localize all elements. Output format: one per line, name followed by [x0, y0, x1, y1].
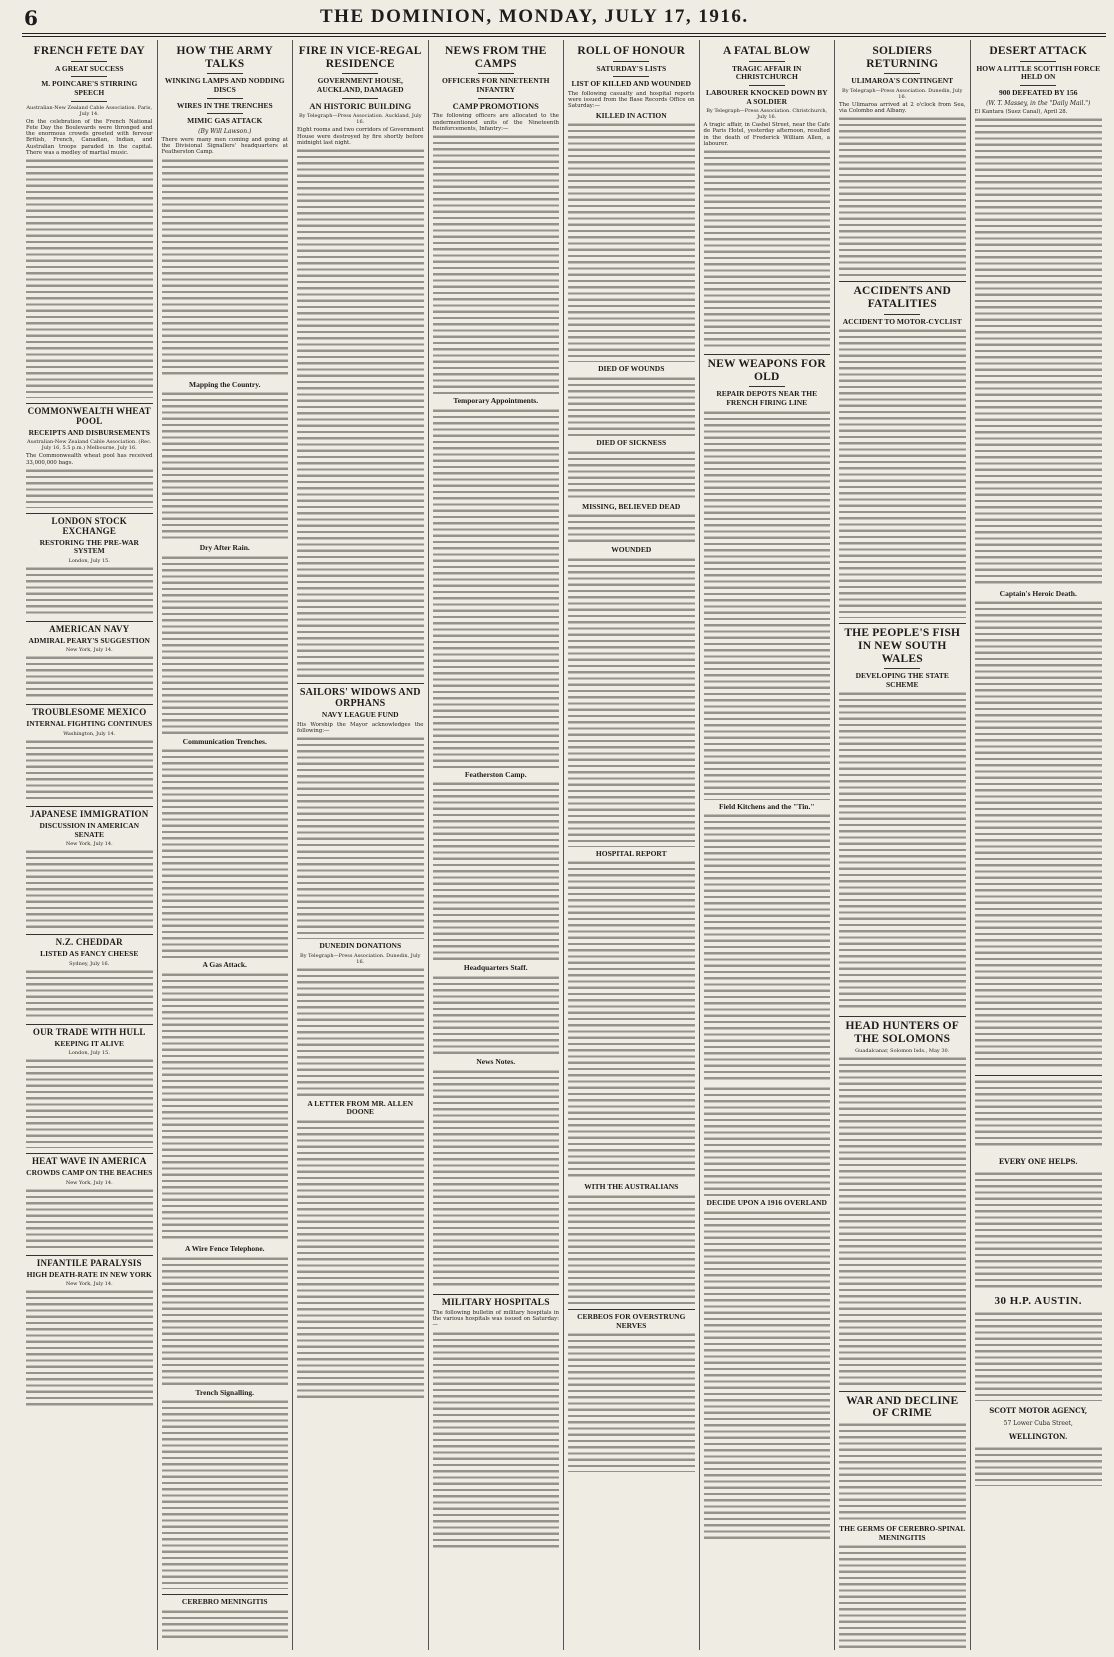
- headline: N.Z. CHEDDAR: [55, 937, 123, 948]
- column-5: [564, 40, 700, 1650]
- subheading: HIGH DEATH-RATE IN NEW YORK: [26, 1269, 152, 1279]
- headline: AMERICAN NAVY: [49, 623, 130, 634]
- subheading: THE GERMS OF CEREBRO-SPINAL MENINGITIS: [839, 1524, 966, 1542]
- subheading: OFFICERS FOR NINETEENTH INFANTRY: [441, 76, 550, 94]
- ad-text: [975, 1171, 1103, 1291]
- divider: [342, 73, 378, 74]
- divider: [26, 704, 153, 705]
- byline: (By Will Lawson.): [198, 127, 252, 135]
- ad-heading: EVERY ONE HELPS.: [998, 1157, 1078, 1167]
- divider: [162, 1594, 289, 1595]
- advertisement-text: [839, 1544, 966, 1650]
- headline: HEAT WAVE IN AMERICA: [31, 1156, 147, 1167]
- subheading: GOVERNMENT HOUSE, AUCKLAND, DAMAGED: [316, 76, 404, 94]
- article-text: [704, 149, 831, 349]
- advertisement-text: [568, 1332, 695, 1472]
- dateline: Australian-New Zealand Cable Association. (Rec. July 16, 5.5 p.m.) Melbourne, July 16.: [27, 439, 152, 452]
- subheading: A Gas Attack.: [202, 960, 247, 970]
- subheading: A LETTER FROM MR. ALLEN DOONE: [307, 1098, 414, 1117]
- article-text: [839, 116, 966, 276]
- dateline: New York, July 14.: [65, 647, 113, 654]
- subheading: WIRES IN THE TRENCHES: [176, 100, 273, 110]
- subheading: DEVELOPING THE STATE SCHEME: [855, 671, 949, 689]
- divider: [26, 513, 153, 514]
- divider: [342, 98, 378, 99]
- ad-product: 30 H.P. AUSTIN.: [994, 1295, 1082, 1308]
- subheading: RECEIPTS AND DISBURSEMENTS: [28, 427, 150, 437]
- dateline: By Telegraph—Press Association. Dunedin, July 16.: [842, 87, 963, 100]
- divider: [478, 98, 514, 99]
- article-text: [839, 1056, 966, 1386]
- divider: [207, 113, 243, 114]
- headline: WAR AND DECLINE OF CRIME: [846, 1394, 959, 1420]
- column-8: [971, 40, 1107, 1650]
- divider: [749, 85, 785, 86]
- newspaper-title: THE DOMINION, MONDAY, JULY 17, 1916.: [320, 6, 749, 27]
- subheading: RESTORING THE PRE-WAR SYSTEM: [39, 537, 139, 556]
- ad-text: [975, 1446, 1103, 1486]
- subheading: DIED OF SICKNESS: [596, 437, 667, 447]
- headline: FIRE IN VICE-REGAL RESIDENCE: [298, 45, 422, 70]
- subheading: LIST OF KILLED AND WOUNDED: [571, 79, 691, 89]
- article-text: [26, 969, 153, 1019]
- subheading: A Wire Fence Telephone.: [184, 1244, 265, 1254]
- divider: [26, 403, 153, 404]
- headline: SAILORS' WIDOWS AND ORPHANS: [299, 687, 421, 710]
- subheading: LABOURER KNOCKED DOWN BY A SOLDIER: [706, 87, 828, 106]
- divider: [207, 73, 243, 74]
- subheading: TRAGIC AFFAIR IN CHRISTCHURCH: [732, 63, 802, 82]
- column-1: [22, 40, 158, 1650]
- column-4: [429, 40, 565, 1650]
- article-text: [162, 158, 289, 378]
- subheading: INTERNAL FIGHTING CONTINUES: [26, 719, 153, 729]
- subheading: KILLED IN ACTION: [595, 110, 667, 120]
- divider: [613, 61, 649, 62]
- subheading: HOW A LITTLE SCOTTISH FORCE HELD ON: [976, 63, 1101, 82]
- article-lead: The following bulletin of military hospitals in the various hospitals was issued on Saturday:—: [432, 1309, 559, 1329]
- dateline: London, July 15.: [68, 1050, 110, 1057]
- divider: [26, 1024, 153, 1025]
- article-text: [297, 967, 424, 1097]
- dateline: Guadalcanar, Solomon Isds., May 30.: [855, 1047, 950, 1054]
- subheading: DIED OF WOUNDS: [598, 364, 665, 374]
- subheading: WINKING LAMPS AND NODDING DISCS: [164, 76, 285, 94]
- dateline: New York, July 14.: [65, 1179, 113, 1186]
- subheading: Field Kitchens and the "Tin.": [719, 801, 815, 811]
- subheading: Temporary Appointments.: [453, 396, 539, 406]
- article-lead: On the celebration of the French National Fete Day the Boulevards were thronged and the enormous crowds greeted with fervour British, French, Canadian, Indian, and Australian troops paraded in the capital. There was a medley of martial music.: [26, 118, 153, 156]
- advertisement-text: [704, 1210, 831, 1540]
- subheading: WITH THE AUSTRALIANS: [584, 1182, 679, 1192]
- article-text: [26, 1058, 153, 1148]
- divider: [71, 61, 107, 62]
- columns: [22, 40, 1106, 1650]
- subheading: LISTED AS FANCY CHEESE: [40, 949, 139, 959]
- article-text: [568, 1194, 695, 1304]
- dateline: By Telegraph—Press Association. Auckland, July 16.: [298, 113, 422, 126]
- article-lead: The Commonwealth wheat pool has received 33,000,000 bags.: [26, 453, 153, 466]
- article-lead: Eight rooms and two corridors of Government House were destroyed by fire shortly before midnight last night.: [297, 127, 424, 146]
- article-text: [162, 1256, 289, 1386]
- divider: [839, 623, 966, 624]
- subheading: NAVY LEAGUE FUND: [321, 710, 399, 720]
- divider: [478, 73, 514, 74]
- article-text: [26, 158, 153, 398]
- subheading: SATURDAY'S LISTS: [596, 63, 667, 73]
- divider: [26, 1153, 153, 1154]
- subheading: KEEPING IT ALIVE: [54, 1038, 124, 1048]
- divider: [749, 61, 785, 62]
- headline: THE PEOPLE'S FISH IN NEW SOUTH WALES: [844, 627, 961, 665]
- headline: A FATAL BLOW: [723, 45, 811, 57]
- masthead: [0, 0, 1114, 40]
- article-text: [26, 1289, 153, 1409]
- divider: [71, 76, 107, 77]
- byline: (W. T. Massey, in the "Daily Mail."): [986, 99, 1091, 107]
- divider: [839, 1016, 966, 1017]
- subheading: CROWDS CAMP ON THE BEACHES: [26, 1168, 153, 1178]
- casualty-list: [568, 513, 695, 543]
- casualty-list: [568, 450, 695, 500]
- article-text: [297, 148, 424, 678]
- hospital-report: [568, 860, 695, 1180]
- headline: INFANTILE PARALYSIS: [36, 1257, 142, 1268]
- article-lead: A tragic affair, in Cashel Street, near the Cafe de Paris Hotel, yesterday afternoon, resulted in the death of Frederick William Allen, a labourer.: [703, 122, 830, 147]
- divider: [884, 668, 920, 669]
- column-3: [293, 40, 429, 1650]
- article-text: [433, 781, 560, 961]
- divider: [1020, 85, 1056, 86]
- headline: LONDON STOCK EXCHANGE: [51, 515, 127, 536]
- ad-city: WELLINGTON.: [1009, 1432, 1068, 1442]
- dateline: London, July 15.: [68, 557, 110, 564]
- subheading: MISSING, BELIEVED DEAD: [582, 501, 681, 511]
- article-lead: His Worship the Mayor acknowledges the following:—: [297, 721, 424, 734]
- divider: [26, 621, 153, 622]
- masthead-rule: [22, 33, 1106, 37]
- subheading: WOUNDED: [611, 545, 652, 555]
- article-text: [433, 408, 560, 768]
- dateline: By Telegraph—Press Association. Dunedin, July 16.: [300, 952, 421, 965]
- dateline: Sydney, July 16.: [69, 960, 110, 967]
- ad-text: [975, 1311, 1103, 1401]
- subheading: ACCIDENT TO MOTOR-CYCLIST: [842, 316, 962, 326]
- divider: [26, 806, 153, 807]
- article-text: [26, 739, 153, 801]
- article-text: [162, 1399, 289, 1589]
- article-text: [162, 555, 289, 735]
- article-text: [26, 566, 153, 616]
- article-text: [162, 972, 289, 1242]
- subheading: Dry After Rain.: [199, 543, 250, 553]
- divider: [1020, 61, 1056, 62]
- headline: MILITARY HOSPITALS: [441, 1297, 550, 1308]
- ad-address: 57 Lower Cuba Street,: [1003, 1420, 1073, 1428]
- article-text: [433, 975, 560, 1055]
- headline: HOW THE ARMY TALKS: [176, 45, 274, 70]
- article-text: [975, 600, 1103, 1070]
- headline: DESERT ATTACK: [989, 45, 1088, 57]
- headline: NEWS FROM THE CAMPS: [445, 45, 547, 70]
- article-text: [162, 748, 289, 958]
- subheading: Featherston Camp.: [464, 769, 527, 779]
- dateline: By Telegraph—Press Association. Christchurch, July 16.: [706, 108, 828, 121]
- subheading: CERBEOS FOR OVERSTRUNG NERVES: [577, 1312, 686, 1330]
- article-text: [839, 1422, 966, 1522]
- subheading: AN HISTORIC BUILDING: [309, 100, 412, 111]
- article-text: [433, 1331, 560, 1551]
- divider: [975, 1075, 1103, 1076]
- subheading: REPAIR DEPOTS NEAR THE FRENCH FIRING LINE: [716, 389, 818, 408]
- headline: JAPANESE IMMIGRATION: [30, 808, 149, 819]
- article-lead: The following casualty and hospital reports were issued from the Base Records Office on Saturday:—: [568, 90, 695, 110]
- article-lead: There were many men coming and going at the Divisional Signallers' headquarters at Featherston Camp.: [161, 136, 288, 156]
- dateline: New York, July 14.: [65, 1281, 113, 1288]
- divider: [704, 354, 831, 355]
- donations-list: [297, 736, 424, 846]
- advertisement-text: [975, 1079, 1103, 1149]
- divider: [26, 1255, 153, 1256]
- casualty-list: [568, 557, 695, 847]
- divider: [884, 314, 920, 315]
- article-lead: The following officers are allocated to the undermentioned units of the Nineteenth Reinforcements, Infantry:—: [432, 113, 559, 132]
- ad-advertiser: SCOTT MOTOR AGENCY,: [989, 1406, 1088, 1416]
- column-6: [700, 40, 836, 1650]
- subheading: DECIDE UPON A 1916 OVERLAND: [706, 1198, 827, 1208]
- subheading: DISCUSSION IN AMERICAN SENATE: [39, 820, 140, 839]
- divider: [568, 1309, 695, 1310]
- divider: [613, 76, 649, 77]
- headline: HEAD HUNTERS OF THE SOLOMONS: [845, 1020, 960, 1046]
- article-text: [433, 1069, 560, 1289]
- subheading: A GREAT SUCCESS: [55, 63, 124, 73]
- headline: ROLL OF HONOUR: [577, 45, 686, 57]
- article-text: [704, 410, 831, 800]
- article-lead: El Kantara (Suez Canal), April 28.: [974, 108, 1068, 115]
- headline: FRENCH FETE DAY: [33, 45, 145, 57]
- article-text: [162, 1609, 289, 1639]
- divider: [26, 934, 153, 935]
- divider: [207, 98, 243, 99]
- subheading: 900 DEFEATED BY 156: [998, 87, 1078, 97]
- article-text: [162, 391, 289, 541]
- subheading: Captain's Heroic Death.: [999, 588, 1077, 598]
- headline: NEW WEAPONS FOR OLD: [707, 358, 826, 383]
- divider: [71, 101, 107, 102]
- article-lead: The Ulimaroa arrived at 2 o'clock from Sea, via Colombo and Albany.: [839, 101, 966, 115]
- motor-advertisement: [975, 1157, 1103, 1486]
- subheading: MIMIC GAS ATTACK: [187, 116, 263, 126]
- article-text: [26, 1188, 153, 1250]
- article-text: [704, 1086, 831, 1196]
- subheading: Headquarters Staff.: [463, 963, 528, 973]
- subheading: Communication Trenches.: [182, 736, 267, 746]
- divider: [749, 386, 785, 387]
- subheading: News Notes.: [476, 1056, 516, 1066]
- dateline: Washington, July 14.: [63, 730, 116, 737]
- divider: [297, 683, 424, 684]
- article-text: [297, 849, 424, 939]
- headline: TROUBLESOME MEXICO: [32, 707, 147, 718]
- column-7: [835, 40, 971, 1650]
- headline: SOLDIERS RETURNING: [866, 45, 939, 70]
- article-text: [839, 691, 966, 1011]
- article-text: [26, 468, 153, 508]
- column-2: [158, 40, 294, 1650]
- casualty-list: [568, 122, 695, 362]
- subheading: Trench Signalling.: [195, 1387, 254, 1397]
- divider: [884, 73, 920, 74]
- subheading: CAMP PROMOTIONS: [452, 100, 539, 111]
- subheading: HOSPITAL REPORT: [595, 848, 667, 858]
- article-text: [433, 134, 560, 394]
- article-text: [975, 117, 1103, 587]
- subheading: ADMIRAL PEARY'S SUGGESTION: [28, 635, 150, 645]
- article-text: [704, 813, 831, 1083]
- headline: ACCIDENTS AND FATALITIES: [853, 285, 951, 311]
- subheading: ULIMAROA'S CONTINGENT: [851, 76, 954, 86]
- headline: OUR TRADE WITH HULL: [32, 1026, 146, 1037]
- article-text: [839, 328, 966, 618]
- subheading: CEREBRO MENINGITIS: [181, 1597, 268, 1607]
- subheading: Mapping the Country.: [189, 379, 261, 389]
- subheading: DUNEDIN DONATIONS: [319, 941, 402, 951]
- divider: [839, 281, 966, 282]
- dateline: Australian-New Zealand Cable Association. Paris, July 14.: [26, 104, 153, 117]
- page-number: 6: [24, 6, 38, 30]
- casualty-list: [568, 376, 695, 436]
- divider: [839, 1391, 966, 1392]
- subheading: M. POINCARE'S STIRRING SPEECH: [41, 79, 138, 97]
- article-text: [26, 655, 153, 699]
- divider: [433, 1294, 560, 1295]
- dateline: New York, July 14.: [65, 841, 113, 848]
- article-text: [26, 849, 153, 929]
- headline: COMMONWEALTH WHEAT POOL: [27, 406, 151, 426]
- article-text: [297, 1119, 424, 1399]
